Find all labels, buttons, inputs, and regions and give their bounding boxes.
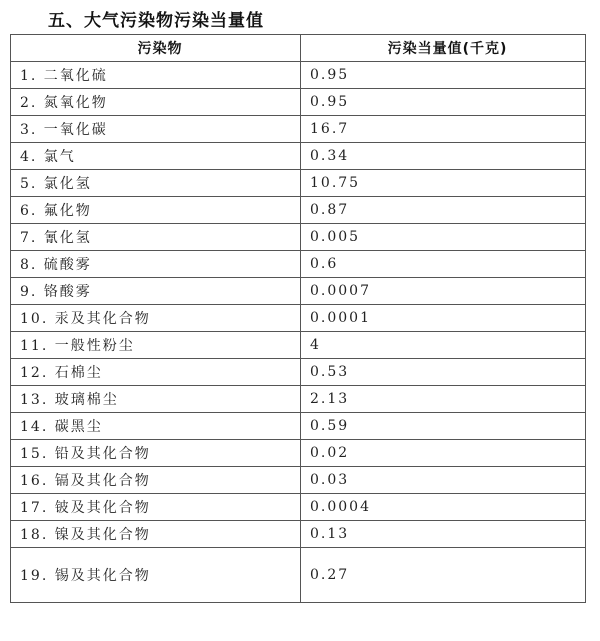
- table-row: [11, 116, 586, 143]
- value-cell: 0.27: [301, 548, 586, 603]
- table-row: [11, 305, 586, 332]
- pollutant-cell: 11. 一般性粉尘: [11, 332, 301, 359]
- table-row: [11, 332, 586, 359]
- pollutant-cell: 14. 碳黑尘: [11, 413, 301, 440]
- pollutant-cell: 17. 铍及其化合物: [11, 494, 301, 521]
- pollutant-cell: 5. 氯化氢: [11, 170, 301, 197]
- pollutant-cell: 6. 氟化物: [11, 197, 301, 224]
- value-cell: 0.005: [301, 224, 586, 251]
- pollutant-cell: 16. 镉及其化合物: [11, 467, 301, 494]
- pollutant-cell: 3. 一氧化碳: [11, 116, 301, 143]
- pollutant-equivalent-table: [10, 34, 586, 603]
- table-row: [11, 548, 586, 603]
- table-row: [11, 521, 586, 548]
- value-cell: 0.0004: [301, 494, 586, 521]
- value-cell: 0.53: [301, 359, 586, 386]
- value-cell: 2.13: [301, 386, 586, 413]
- value-cell: 0.0007: [301, 278, 586, 305]
- value-cell: 0.0001: [301, 305, 586, 332]
- table-row: [11, 224, 586, 251]
- table-row: [11, 143, 586, 170]
- value-cell: 0.87: [301, 197, 586, 224]
- pollutant-cell: 7. 氰化氢: [11, 224, 301, 251]
- value-cell: 0.6: [301, 251, 586, 278]
- table-row: [11, 440, 586, 467]
- pollutant-cell: 10. 汞及其化合物: [11, 305, 301, 332]
- value-cell: 16.7: [301, 116, 586, 143]
- value-cell: 0.02: [301, 440, 586, 467]
- value-cell: 0.59: [301, 413, 586, 440]
- table-row: [11, 62, 586, 89]
- value-cell: 0.95: [301, 89, 586, 116]
- pollutant-cell: 9. 铬酸雾: [11, 278, 301, 305]
- value-cell: 10.75: [301, 170, 586, 197]
- value-cell: 0.95: [301, 62, 586, 89]
- column-header-pollutant: 污染物: [11, 35, 301, 62]
- table-row: [11, 386, 586, 413]
- column-header-equivalent-value: 污染当量值(千克): [301, 35, 586, 62]
- table-row: [11, 278, 586, 305]
- pollutant-cell: 8. 硫酸雾: [11, 251, 301, 278]
- pollutant-cell: 2. 氮氧化物: [11, 89, 301, 116]
- pollutant-cell: 1. 二氧化硫: [11, 62, 301, 89]
- table-row: [11, 413, 586, 440]
- table-row: [11, 89, 586, 116]
- value-cell: 4: [301, 332, 586, 359]
- table-row: [11, 359, 586, 386]
- table-row: [11, 467, 586, 494]
- pollutant-cell: 19. 锡及其化合物: [11, 548, 301, 603]
- table-row: [11, 170, 586, 197]
- pollutant-cell: 12. 石棉尘: [11, 359, 301, 386]
- value-cell: 0.34: [301, 143, 586, 170]
- table-row: [11, 197, 586, 224]
- value-cell: 0.03: [301, 467, 586, 494]
- table-header-row: [11, 35, 586, 62]
- page-title: 五、大气污染物污染当量值: [48, 11, 264, 31]
- pollutant-cell: 18. 镍及其化合物: [11, 521, 301, 548]
- table-row: [11, 251, 586, 278]
- pollutant-cell: 13. 玻璃棉尘: [11, 386, 301, 413]
- value-cell: 0.13: [301, 521, 586, 548]
- pollutant-cell: 15. 铅及其化合物: [11, 440, 301, 467]
- table-row: [11, 494, 586, 521]
- pollutant-cell: 4. 氯气: [11, 143, 301, 170]
